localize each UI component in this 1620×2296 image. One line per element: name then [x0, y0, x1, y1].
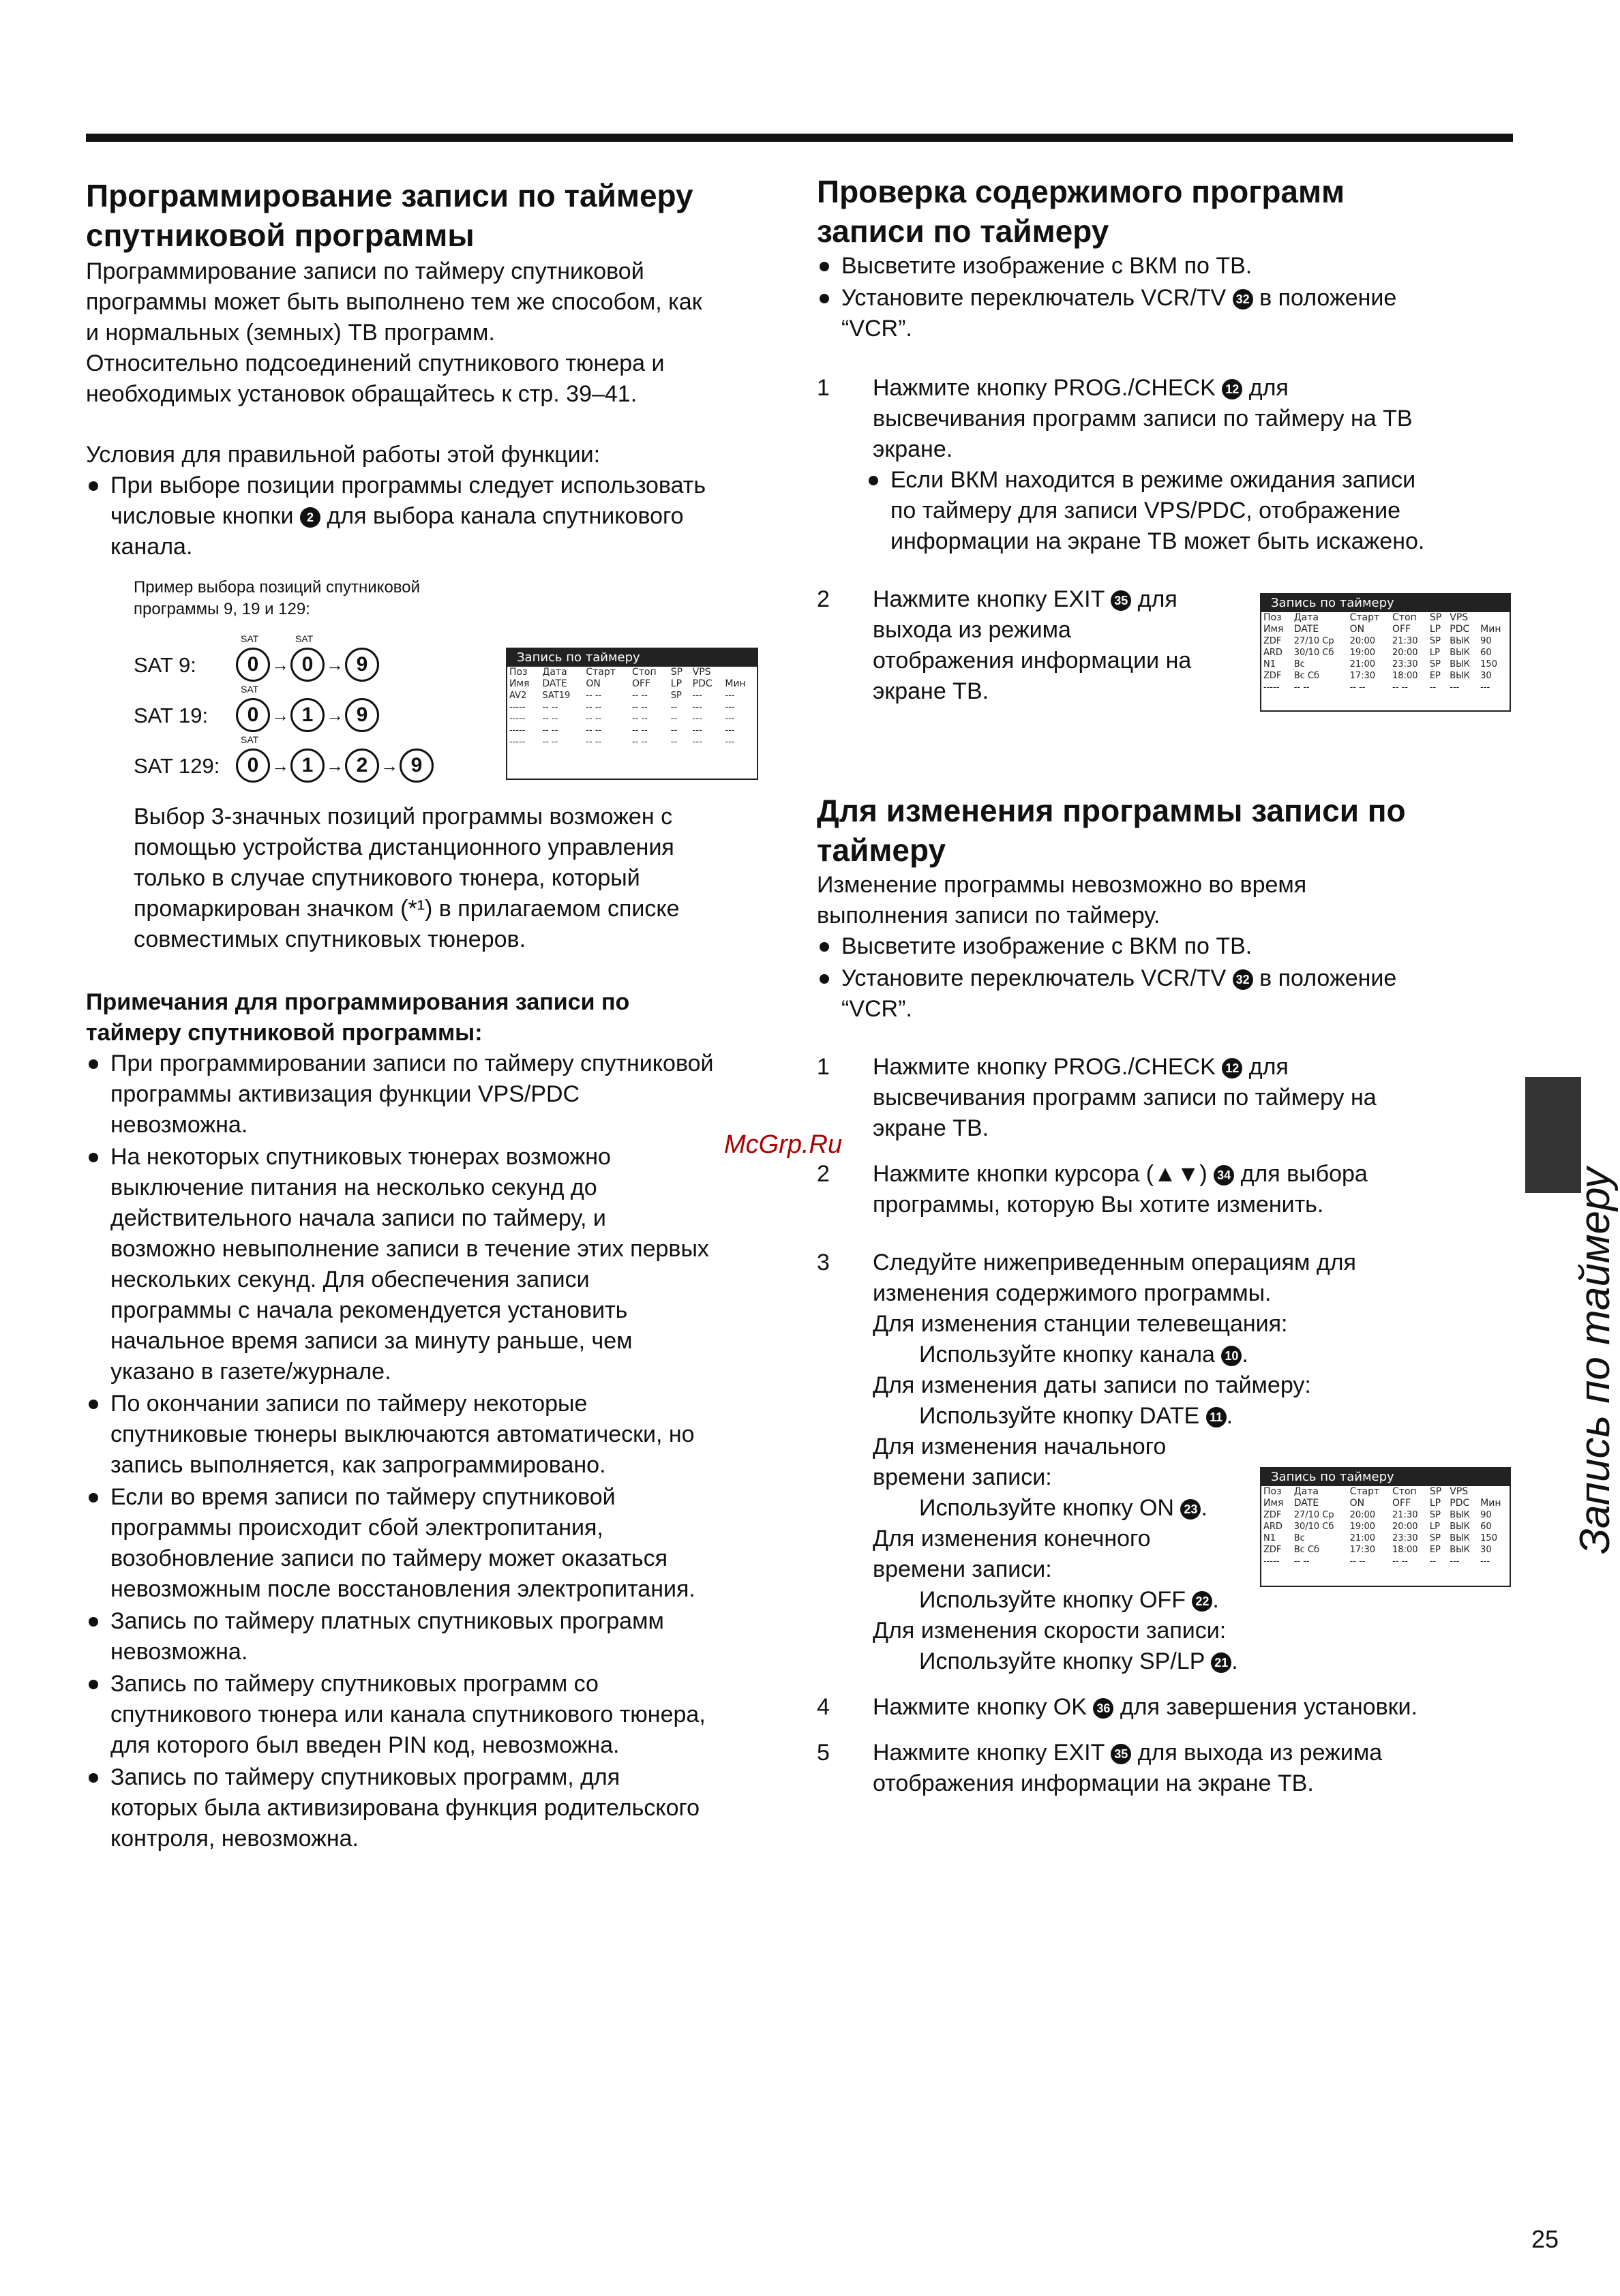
osd-row: ----- -- -- -- -- -- -- -- --- --- [509, 714, 735, 724]
note-item: На некоторых спутниковых тюнерах возможно выключение питания на несколько секунд до действительного начала записи по таймеру, и возможно невыполнение записи в течение этих первых нескольких секунд. Для обеспечения записи программы с начала рекомендуется установить начальное время записи за минуту раньше, чем указано в газете/журнале. [86, 1142, 802, 1387]
top-rule [86, 134, 1513, 142]
note-item: Запись по таймеру спутниковых программ, для которых была активизирована функция родительского контроля, невозможна. [86, 1762, 802, 1854]
op-action: Используйте кнопку канала 10 . [919, 1342, 1248, 1368]
op-action: Используйте кнопку DATE 11 . [919, 1403, 1233, 1429]
conditions-title: Условия для правильной работы этой функции: [86, 442, 601, 468]
osd-table: Поз Дата Старт Стоп SP VPS Имя DATE ON OFF LP PDC Мин ZDF 27/10 Ср 20:00 21:30 SP ВЫК 90 ARD 30/10 Сб 19:00 20:00 LP ВЫК 60 N1 Вс 21:00 23:30 SP ВЫК 150 ZDF Вс Сб 17:30 18:00 EP ВЫК 30 ----- -- -- -- -- -- -- -- --- --- [1261, 1486, 1510, 1567]
osd-row: N1 Вс 21:00 23:30 SP ВЫК 150 [1263, 1533, 1497, 1543]
check-bullet: Установите переключатель VCR/TV 32 в положение “VCR”. [817, 283, 1499, 344]
change-section [817, 791, 1499, 1799]
osd-row: ----- -- -- -- -- -- -- -- --- --- [1263, 682, 1490, 693]
osd-row: ZDF 27/10 Ср 20:00 21:30 SP ВЫК 90 [1263, 636, 1492, 646]
change-bullet: Высветите изображение с ВКМ по ТВ. [817, 931, 1499, 962]
op-label: Для изменения скорости записи: [873, 1618, 1227, 1644]
digit-key: 9 [400, 749, 434, 783]
check-step-2: 2 Нажмите кнопку EXIT 35 для выхода из режима отображения информации на экране ТВ. [817, 586, 1192, 704]
osd-row: ARD 30/10 Сб 19:00 20:00 LP ВЫК 60 [1263, 1522, 1492, 1532]
sat-keys-row: SAT 0 → 1 → 2 → 9 [236, 749, 434, 783]
key-bubble: 23 [1180, 1499, 1201, 1520]
osd-row: ZDF Вс Сб 17:30 18:00 EP ВЫК 30 [1263, 1545, 1492, 1555]
check-bullets [817, 251, 1499, 344]
check-sub-bullet: Если ВКМ находится в режиме ожидания записи по таймеру для записи VPS/PDC, отображение информации на экране ТВ может быть искажено. [866, 465, 1499, 557]
watermark: McGrp.Ru [724, 1130, 843, 1159]
three-digit-note: Выбор 3-значных позиций программы возможен с помощью устройства дистанционного управления только в случае спутникового тюнера, который промаркирован значком (*¹) в прилагаемом списке совместимых спутниковых тюнеров. [134, 804, 680, 952]
change-step-4: 4 Нажмите кнопку OK 36 для завершения установки. [817, 1694, 1418, 1720]
key-bubble: 21 [1211, 1652, 1231, 1673]
osd-row: ARD 30/10 Сб 19:00 20:00 LP ВЫК 60 [1263, 648, 1492, 658]
check-step-1: 1 Нажмите кнопку PROG./CHECK 12 для высвечивания программ записи по таймеру на ТВ экране. [817, 375, 1413, 462]
example-caption: Пример выбора позиций спутниковой программы 9, 19 и 129: [134, 578, 421, 618]
key-bubble: 32 [1233, 969, 1253, 990]
key-bubble: 10 [1221, 1346, 1242, 1366]
op-label: Для изменения конечного времени записи: [873, 1526, 1151, 1582]
page-number: 25 [1531, 2225, 1559, 2253]
op-action: Используйте кнопку SP/LP 21 . [919, 1648, 1238, 1674]
left-column [86, 176, 802, 564]
op-action: Используйте кнопку ON 23 . [919, 1495, 1208, 1521]
note-item: Если во время записи по таймеру спутниковой программы происходит сбой электропитания, возобновление записи по таймеру может оказаться невозможным после восстановления электропитания. [86, 1482, 802, 1605]
key-bubble: 12 [1222, 1058, 1242, 1078]
check-bullet: Высветите изображение с ВКМ по ТВ. [817, 251, 1499, 282]
osd-row: ZDF 27/10 Ср 20:00 21:30 SP ВЫК 90 [1263, 1510, 1492, 1520]
key-bubble: 36 [1093, 1698, 1113, 1719]
osd-table: Поз Дата Старт Стоп SP VPS Имя DATE ON OFF LP PDC Мин AV2 SAT19 -- -- -- -- SP --- --- ----- -- -- -- -- -- -- -- --- --- ----- -- -- -- -- -- -- -- --- --- ----- -- -- -- -- -- -- -- --- --- ----- -- -- -- -- -- -- -- --- --- [507, 667, 757, 748]
op-label: Для изменения даты записи по таймеру: [873, 1372, 1311, 1398]
osd-row: ZDF Вс Сб 17:30 18:00 EP ВЫК 30 [1263, 671, 1492, 681]
osd-table: Поз Дата Старт Стоп SP VPS Имя DATE ON OFF LP PDC Мин ZDF 27/10 Ср 20:00 21:30 SP ВЫК 90 ARD 30/10 Сб 19:00 20:00 LP ВЫК 60 N1 Вс 21:00 23:30 SP ВЫК 150 ZDF Вс Сб 17:30 18:00 EP ВЫК 30 ----- -- -- -- -- -- -- -- --- --- [1261, 612, 1510, 693]
sat-label: SAT 129: [134, 754, 220, 778]
heading-change-timer: Для изменения программы записи по таймеру [817, 793, 1406, 868]
digit-key: 1 [290, 698, 325, 732]
change-step-5: 5 Нажмите кнопку EXIT 35 для выхода из режима отображения информации на экране ТВ. [817, 1740, 1383, 1796]
op-action: Используйте кнопку OFF 22 . [919, 1587, 1219, 1613]
heading-check-timer: Проверка содержимого программ записи по таймеру [817, 174, 1345, 249]
sat-example [134, 633, 515, 798]
osd-title: Запись по таймеру [1261, 1468, 1510, 1486]
key-bubble: 32 [1233, 289, 1253, 309]
osd-row: ----- -- -- -- -- -- -- -- --- --- [509, 702, 735, 712]
key-bubble: 35 [1111, 1744, 1131, 1764]
heading-satellite-timer: Программирование записи по таймеру спутниковой программы [86, 178, 693, 253]
key-bubble: 11 [1206, 1407, 1227, 1428]
osd-row: ----- -- -- -- -- -- -- -- --- --- [509, 737, 735, 747]
conditions-list [86, 470, 802, 562]
sat-keys-row: SAT 0 → SAT 0 → 9 [236, 648, 379, 682]
sat-keys-row: SAT 0 → 1 → 9 [236, 698, 379, 732]
key-bubble: 35 [1111, 590, 1131, 611]
op-label: Для изменения начального времени записи: [873, 1434, 1167, 1490]
digit-key: 2 [345, 749, 379, 783]
osd-timer-screen-3 [1260, 1467, 1511, 1587]
digit-key: SAT 0 [236, 749, 270, 783]
side-tab-label-box [1522, 1167, 1619, 1554]
intro-text: Программирование записи по таймеру спутниковой программы может быть выполнено тем же способом, как и нормальных (земных) ТВ программ. Относительно подсоединений спутникового тюнера и необходимых установок обращайтесь к стр. 39–41. [86, 258, 702, 407]
change-step-2: 2 Нажмите кнопки курсора (▲▼) 34 для выбора программы, которую Вы хотите изменить. [817, 1161, 1368, 1218]
key-bubble: 2 [300, 507, 320, 528]
change-intro: Изменение программы невозможно во время выполнения записи по таймеру. [817, 872, 1307, 928]
note-item: Запись по таймеру спутниковых программ со спутникового тюнера или канала спутникового тюнера, для которого был введен PIN код, невозможна. [86, 1669, 802, 1761]
condition-item: При выборе позиции программы следует использовать числовые кнопки 2 для выбора канала спутникового канала. [86, 470, 802, 562]
notes-list [86, 1048, 802, 1854]
osd-timer-screen-2 [1260, 593, 1511, 712]
osd-timer-screen-1 [506, 648, 758, 780]
note-item: При программировании записи по таймеру спутниковой программы активизация функции VPS/PDC невозможна. [86, 1048, 802, 1141]
key-bubble: 22 [1192, 1591, 1212, 1612]
osd-row: ----- -- -- -- -- -- -- -- --- --- [1263, 1556, 1490, 1567]
change-step-3: 3 Следуйте нижеприведенным операциям для изменения содержимого программы. [817, 1250, 1356, 1306]
key-bubble: 12 [1222, 379, 1242, 399]
change-bullets [817, 931, 1499, 1025]
digit-key: SAT 0 [236, 648, 270, 682]
sat-label: SAT 9: [134, 653, 196, 677]
change-step-1: 1 Нажмите кнопку PROG./CHECK 12 для высвечивания программ записи по таймеру на экране ТВ. [817, 1054, 1377, 1141]
osd-title: Запись по таймеру [1261, 594, 1510, 612]
change-bullet: Установите переключатель VCR/TV 32 в положение “VCR”. [817, 963, 1499, 1025]
osd-row: AV2 SAT19 -- -- -- -- SP --- --- [509, 691, 735, 701]
osd-row: ----- -- -- -- -- -- -- -- --- --- [509, 725, 735, 736]
key-bubble: 34 [1214, 1165, 1234, 1185]
sat-label: SAT 19: [134, 704, 209, 727]
side-tab-label: Запись по таймеру [1572, 1167, 1619, 1554]
osd-row: N1 Вс 21:00 23:30 SP ВЫК 150 [1263, 659, 1497, 669]
note-item: По окончании записи по таймеру некоторые спутниковые тюнеры выключаются автоматически, но запись выполняется, как запрограммировано. [86, 1389, 802, 1481]
note-item: Запись по таймеру платных спутниковых программ невозможна. [86, 1606, 802, 1667]
digit-key: SAT 0 [236, 698, 270, 732]
op-label: Для изменения станции телевещания: [873, 1311, 1288, 1337]
digit-key: SAT 0 [290, 648, 325, 682]
digit-key: 9 [345, 698, 379, 732]
osd-title: Запись по таймеру [507, 649, 757, 667]
digit-key: 1 [290, 749, 325, 783]
notes-title: Примечания для программирования записи по таймеру спутниковой программы: [86, 989, 630, 1046]
notes-section [86, 987, 802, 1856]
check-sub-bullets [817, 465, 1499, 557]
digit-key: 9 [345, 648, 379, 682]
